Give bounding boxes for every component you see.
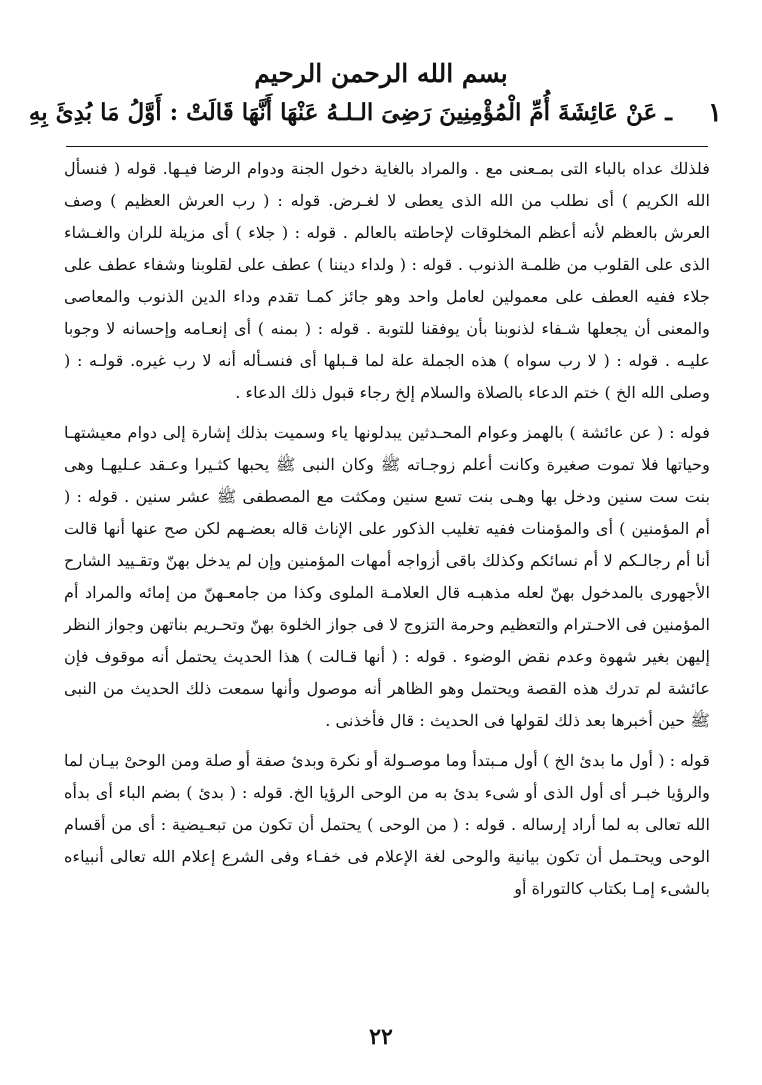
- separator-rule: [66, 146, 708, 147]
- hadith-text: ـ عَنْ عَائِشَةَ أُمِّ الْمُؤْمِنِينَ رَضِىَ الـلـهُ عَنْهَا أَنَّهَا قَالَتْ : أَوَّلُ مَا بُدِئَ بِهِ: [28, 99, 672, 126]
- commentary-body: [64, 153, 710, 905]
- page-number: ٢٢: [369, 1024, 393, 1050]
- commentary-paragraph-1: فلذلك عداه بالباء التى بمـعنى مع . والمراد بالغاية دخول الجنة ودوام الرضا فيـها. قوله ( فنسأل الله الكريم ) أى نطلب من الله الذى يعطى لا لغـرض. قوله : ( رب العرش العظيم ) وصف العرش بالعظم لأنه أعظم المخلوقات لإحاطته بالعالم . قوله : ( جلاء ) أى مزيلة للران والغـشاء الذى على القلوب من ظلمـة الذنوب . قوله : ( ولداء ديننا ) عطف على لقلوبنا وشفاء عطف على جلاء ففيه العطف على معمولين لعامل واحد وهو جائز كمـا تقدم وداء الدين الذنوب والمعاصى والمعنى أن يجعلها شـفاء لذنوبنا بأن يوفقنا للتوبة . قوله : ( بمنه ) أى إنعـامه وإحسانه لا وجوبا عليـه . قوله : ( لا رب سواه ) هذه الجملة علة لما قـبلها أى فنسـأله أنه لا رب غيره. قولـه : ( وصلى الله الخ ) ختم الدعاء بالصلاة والسلام إلخ رجاء قبول ذلك الدعاء .: [64, 159, 710, 402]
- commentary-paragraph-2: فوله : ( عن عائشة ) بالهمز وعوام المحـدثين يبدلونها ياء وسميت بذلك إشارة إلى دوام معيشتهـا وحياتها فلا تموت صغيرة وكانت أعلم زوجـاته ﷺ وكان النبى ﷺ يحبها كثـيرا وعـقد عـليهـا وهى بنت ست سنين ودخل بها وهـى بنت تسع سنين ومكثت مع المصطفى ﷺ عشر سنين . قوله : ( أم المؤمنين ) أى والمؤمنات ففيه تغليب الذكور على الإناث قاله بعضـهم لكن صح عنها أنها قالت أنا أم رجالـكم لا أم نسائكم وكذلك باقى أزواجه أمهات المؤمنين وإن لم يدخل بهنّ وتقـييد الشارح الأجهورى بالمدخول بهنّ لعله مذهبـه قال العلامـة الملوى وكذا من جامعـهنّ من إمائه والمراد أم المؤمنين فى الاحـترام والتعظيم وحرمة التزوج لا فى جواز الخلوة بهنّ وتحـريم بناتهن وجواز النظر إليهن بغير شهوة وعدم نقض الوضوء . قوله : ( أنها قـالت ) هذا الحديث يحتمل أنه موقوف فإن عائشة لم تدرك هذه القصة ويحتمل وهو الظاهر أنه موصول وأنها سمعت ذلك الحديث من النبى ﷺ حين أخبرها بعد ذلك لقولها فى الحديث : قال فأخذنى .: [64, 423, 710, 730]
- commentary-paragraph-3: قوله : ( أول ما بدئ الخ ) أول مـبتدأ وما موصـولة أو نكرة وبدئ صفة أو صلة ومن الوحىْ بيـان لما والرؤيا خبـر أى أول الذى أو شىء بدئ به من الوحى الرؤيا الخ. قوله : ( بدئ ) بضم الباء أى بدأه الله تعالى به لما أراد إرساله . قوله : ( من الوحى ) يحتمل أن تكون من تبعـيضية : أى من أقسام الوحى ويحتـمل أن تكون بيانية والوحى لغة الإعلام فى خفـاء وفى الشرع إعلام الله تعالى أنبياءه بالشىء إمـا بكتاب كالتوراة أو: [64, 751, 710, 898]
- basmala-heading: بسم الله الرحمن الرحيم: [254, 59, 508, 88]
- hadith-number: ١: [708, 98, 722, 128]
